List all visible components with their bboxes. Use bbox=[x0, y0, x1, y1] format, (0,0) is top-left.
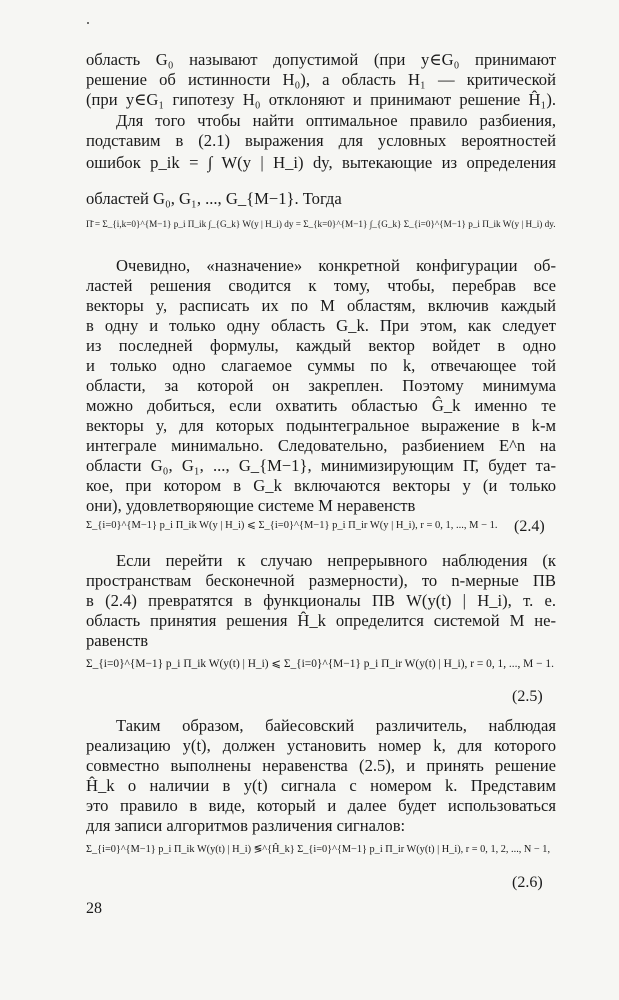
text-line-28: совместно выполнены неравенства (2.5), и принять решение bbox=[86, 756, 556, 775]
text-line-21: Если перейти к случаю непрерывного наблюдения (к bbox=[116, 551, 556, 570]
equation-number-2-6: (2.6) bbox=[512, 874, 543, 891]
text-line-24: область принятия решения Ĥ_k определится системой M не- bbox=[86, 611, 556, 630]
text-line-9: ластей решения сводится к тому, чтобы, перебрав все bbox=[86, 276, 556, 295]
equation-2-6: Σ_{i=0}^{M−1} p_i Π_ik W(y(t) | H_i) ≶^{Ĥ_k} Σ_{i=0}^{M−1} p_i Π_ir W(y(t) | H_i), r = 0, 1, 2, ..., N − 1, bbox=[86, 844, 551, 855]
equation-number-2-5: (2.5) bbox=[512, 688, 543, 705]
page-number: 28 bbox=[86, 900, 102, 917]
scan-speck bbox=[87, 22, 89, 24]
text-line-30: это правило в виде, который и далее будет использоваться bbox=[86, 796, 556, 815]
text-line-31: для записи алгоритмов различения сигналов: bbox=[86, 816, 406, 835]
text-line-11: в одну и только одну область G_k. При этом, как следует bbox=[86, 316, 556, 335]
text-line-5: подставим в (2.1) выражения для условных вероятностей bbox=[86, 131, 556, 150]
text-line-25: равенств bbox=[86, 631, 149, 650]
text-line-2: решение об истинности H₀), а область H₁ — критической bbox=[86, 70, 556, 89]
text-line-7: областей G₀, G₁, ..., G_{M−1}. Тогда bbox=[86, 189, 342, 208]
text-line-23: в (2.4) превратятся в функционалы ПВ W(y(t) | H_i), т. е. bbox=[86, 591, 556, 610]
text-line-6: ошибок p_ik = ∫ W(y | H_i) dy, вытекающие из определения bbox=[86, 153, 556, 172]
text-line-14: области, за которой он закреплен. Поэтому минимума bbox=[86, 376, 556, 395]
text-line-20: они), удовлетворяющие системе M неравенств bbox=[86, 496, 416, 515]
equation-avg-risk: Π̄ = Σ_{i,k=0}^{M−1} p_i Π_ik ∫_{G_k} W(y | H_i) dy = Σ_{k=0}^{M−1} ∫_{G_k} Σ_{i=0}^{M−1} p_i Π_ik W(y | H_i) dy. bbox=[86, 219, 556, 229]
text-line-18: области G₀, G₁, ..., G_{M−1}, минимизирующим Π̄, будет та- bbox=[86, 456, 556, 475]
text-line-17: интеграле минимально. Следовательно, разбиением E^n на bbox=[86, 436, 556, 455]
text-line-19: кое, при котором в G_k включаются векторы y (и только bbox=[86, 476, 556, 495]
text-line-27: реализацию y(t), должен установить номер k, для которого bbox=[86, 736, 556, 755]
text-line-12: из последней формулы, каждый вектор войдет в одно bbox=[86, 336, 556, 355]
text-line-10: векторы y, расписать их по M областям, включив каждый bbox=[86, 296, 556, 315]
text-line-16: векторы y, для которых подынтегральное выражение в k-м bbox=[86, 416, 556, 435]
text-line-4: Для того чтобы найти оптимальное правило разбиения, bbox=[116, 111, 556, 130]
text-line-22: пространствам бесконечной размерности), то n-мерные ПВ bbox=[86, 571, 556, 590]
equation-2-5: Σ_{i=0}^{M−1} p_i Π_ik W(y(t) | H_i) ⩽ Σ_{i=0}^{M−1} p_i Π_ir W(y(t) | H_i), r = 0, 1, ..., M − 1. bbox=[86, 658, 554, 670]
text-line-13: и только одно слагаемое суммы по k, отвечающее той bbox=[86, 356, 556, 375]
text-line-8: Очевидно, «назначение» конкретной конфигурации об- bbox=[116, 256, 556, 275]
text-line-29: Ĥ_k о наличии в y(t) сигнала с номером k. Представим bbox=[86, 776, 556, 795]
equation-2-4: Σ_{i=0}^{M−1} p_i Π_ik W(y | H_i) ⩽ Σ_{i=0}^{M−1} p_i Π_ir W(y | H_i), r = 0, 1, ..., M − 1. bbox=[86, 520, 498, 531]
text-line-3: (при y∈G₁ гипотезу H₀ отклоняют и принимают решение Ĥ₁). bbox=[86, 90, 556, 109]
text-line-15: можно добиться, если охватить областью Ĝ_k именно те bbox=[86, 396, 556, 415]
text-line-26: Таким образом, байесовский различитель, наблюдая bbox=[116, 716, 556, 735]
text-line-1: область G₀ называют допустимой (при y∈G₀ принимают bbox=[86, 50, 556, 69]
equation-number-2-4: (2.4) bbox=[514, 518, 545, 535]
